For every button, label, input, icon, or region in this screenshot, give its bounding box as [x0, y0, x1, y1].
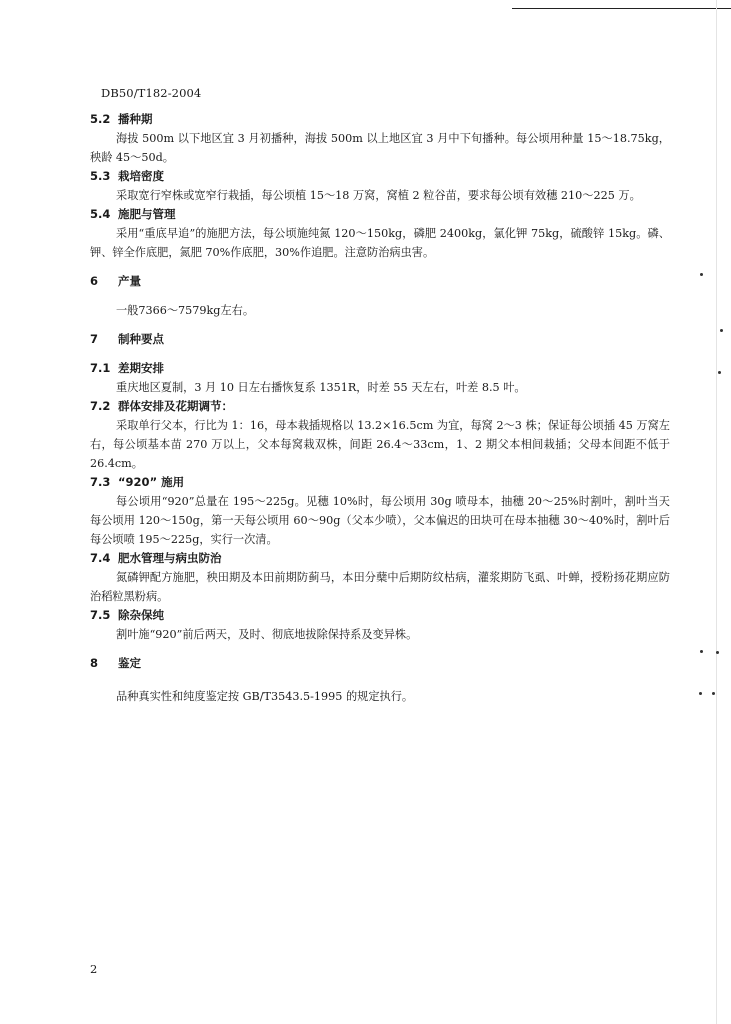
- section-heading-5-3: [90, 167, 670, 186]
- section-paragraph: 采取宽行窄株或宽窄行栽插，每公顷植 15～18 万窝，窝植 2 粒谷苗，要求每公顷有效穗 210～225 万。: [116, 189, 641, 202]
- section-paragraph: 品种真实性和纯度鉴定按 GB/T3543.5-1995 的规定执行。: [116, 690, 414, 703]
- section-number: 8: [90, 656, 99, 670]
- scan-speck: [699, 692, 702, 695]
- section-title: 播种期: [118, 112, 153, 126]
- section-number: 7.1: [90, 361, 111, 375]
- section-number: 7: [90, 332, 99, 346]
- section-paragraph: 一般7366～7579kg左右。: [116, 304, 255, 317]
- section-title: “920” 施用: [118, 475, 185, 489]
- section-number: 7.4: [90, 551, 111, 565]
- scan-speck: [720, 329, 723, 332]
- document-code: DB50/T182-2004: [101, 86, 202, 100]
- section-title: 制种要点: [118, 332, 164, 346]
- top-rule: [512, 8, 731, 9]
- scan-speck: [718, 371, 721, 374]
- section-number: 5.3: [90, 169, 111, 183]
- section-heading-5-2: [90, 110, 670, 129]
- section-title: 差期安排: [118, 361, 164, 375]
- section-paragraph: 氮磷钾配方施肥，秧田期及本田前期防蓟马，本田分蘖中后期防纹枯病，灌浆期防飞虱、叶蝉，授粉扬花期应防治稻粒黑粉病。: [90, 571, 670, 603]
- page-number: 2: [90, 962, 98, 976]
- section-heading-6: [90, 272, 670, 291]
- section-heading-7-2: [90, 397, 670, 416]
- section-title: 肥水管理与病虫防治: [118, 551, 222, 565]
- scan-speck: [700, 650, 703, 653]
- section-number: 7.2: [90, 399, 111, 413]
- section-heading-7-4: [90, 549, 670, 568]
- section-title: 栽培密度: [118, 169, 164, 183]
- section-heading-7-1: [90, 359, 670, 378]
- section-title: 群体安排及花期调节：: [118, 399, 233, 413]
- section-heading-7-5: [90, 606, 670, 625]
- section-number: 7.3: [90, 475, 111, 489]
- section-paragraph: 重庆地区夏制，3 月 10 日左右播恢复系 1351R，时差 55 天左右，叶差 8.5 叶。: [116, 381, 526, 394]
- section-title: 施肥与管理: [118, 207, 176, 221]
- scan-speck: [700, 273, 703, 276]
- section-number: 5.2: [90, 112, 111, 126]
- section-heading-7: [90, 330, 670, 349]
- document-body: [90, 110, 670, 706]
- section-title: 除杂保纯: [118, 608, 164, 622]
- section-paragraph: 采用“重底早追”的施肥方法，每公顷施纯氮 120～150kg，磷肥 2400kg，氯化钾 75kg，硫酸锌 15kg。磷、钾、锌全作底肥，氮肥 70%作底肥，30%作追肥。注意防治病虫害。: [90, 227, 670, 259]
- section-heading-7-3: [90, 473, 670, 492]
- section-heading-5-4: [90, 205, 670, 224]
- section-number: 5.4: [90, 207, 111, 221]
- section-number: 6: [90, 274, 99, 288]
- section-paragraph: 每公顷用“920”总量在 195～225g。见穗 10%时，每公顷用 30g 喷母本，抽穗 20～25%时割叶，割叶当天每公顷用 120～150g，第一天每公顷用 60～90g（父本少喷），父本偏迟的田块可在母本抽穗 30～40%时，割叶后每公顷喷 195～225g，实行一次清。: [90, 495, 670, 546]
- scan-speck: [716, 651, 719, 654]
- scan-edge-line: [716, 0, 717, 1024]
- section-title: 产量: [118, 274, 141, 288]
- section-paragraph: 采取单行父本，行比为 1：16，母本栽插规格以 13.2×16.5cm 为宜，每窝 2～3 株；保证每公顷插 45 万窝左右，每公顷基本苗 270 万以上，父本每窝栽双株，间距 26.4～33cm，1、2 期父本相间栽插；父母本间距不低于 26.4cm。: [90, 419, 670, 470]
- section-paragraph: 割叶施“920”前后两天，及时、彻底地拔除保持系及变异株。: [116, 628, 418, 641]
- section-title: 鉴定: [118, 656, 141, 670]
- scan-speck: [712, 692, 715, 695]
- section-heading-8: [90, 654, 670, 673]
- section-number: 7.5: [90, 608, 111, 622]
- section-paragraph: 海拔 500m 以下地区宜 3 月初播种，海拔 500m 以上地区宜 3 月中下旬播种。每公顷用种量 15～18.75kg，秧龄 45～50d。: [90, 132, 670, 164]
